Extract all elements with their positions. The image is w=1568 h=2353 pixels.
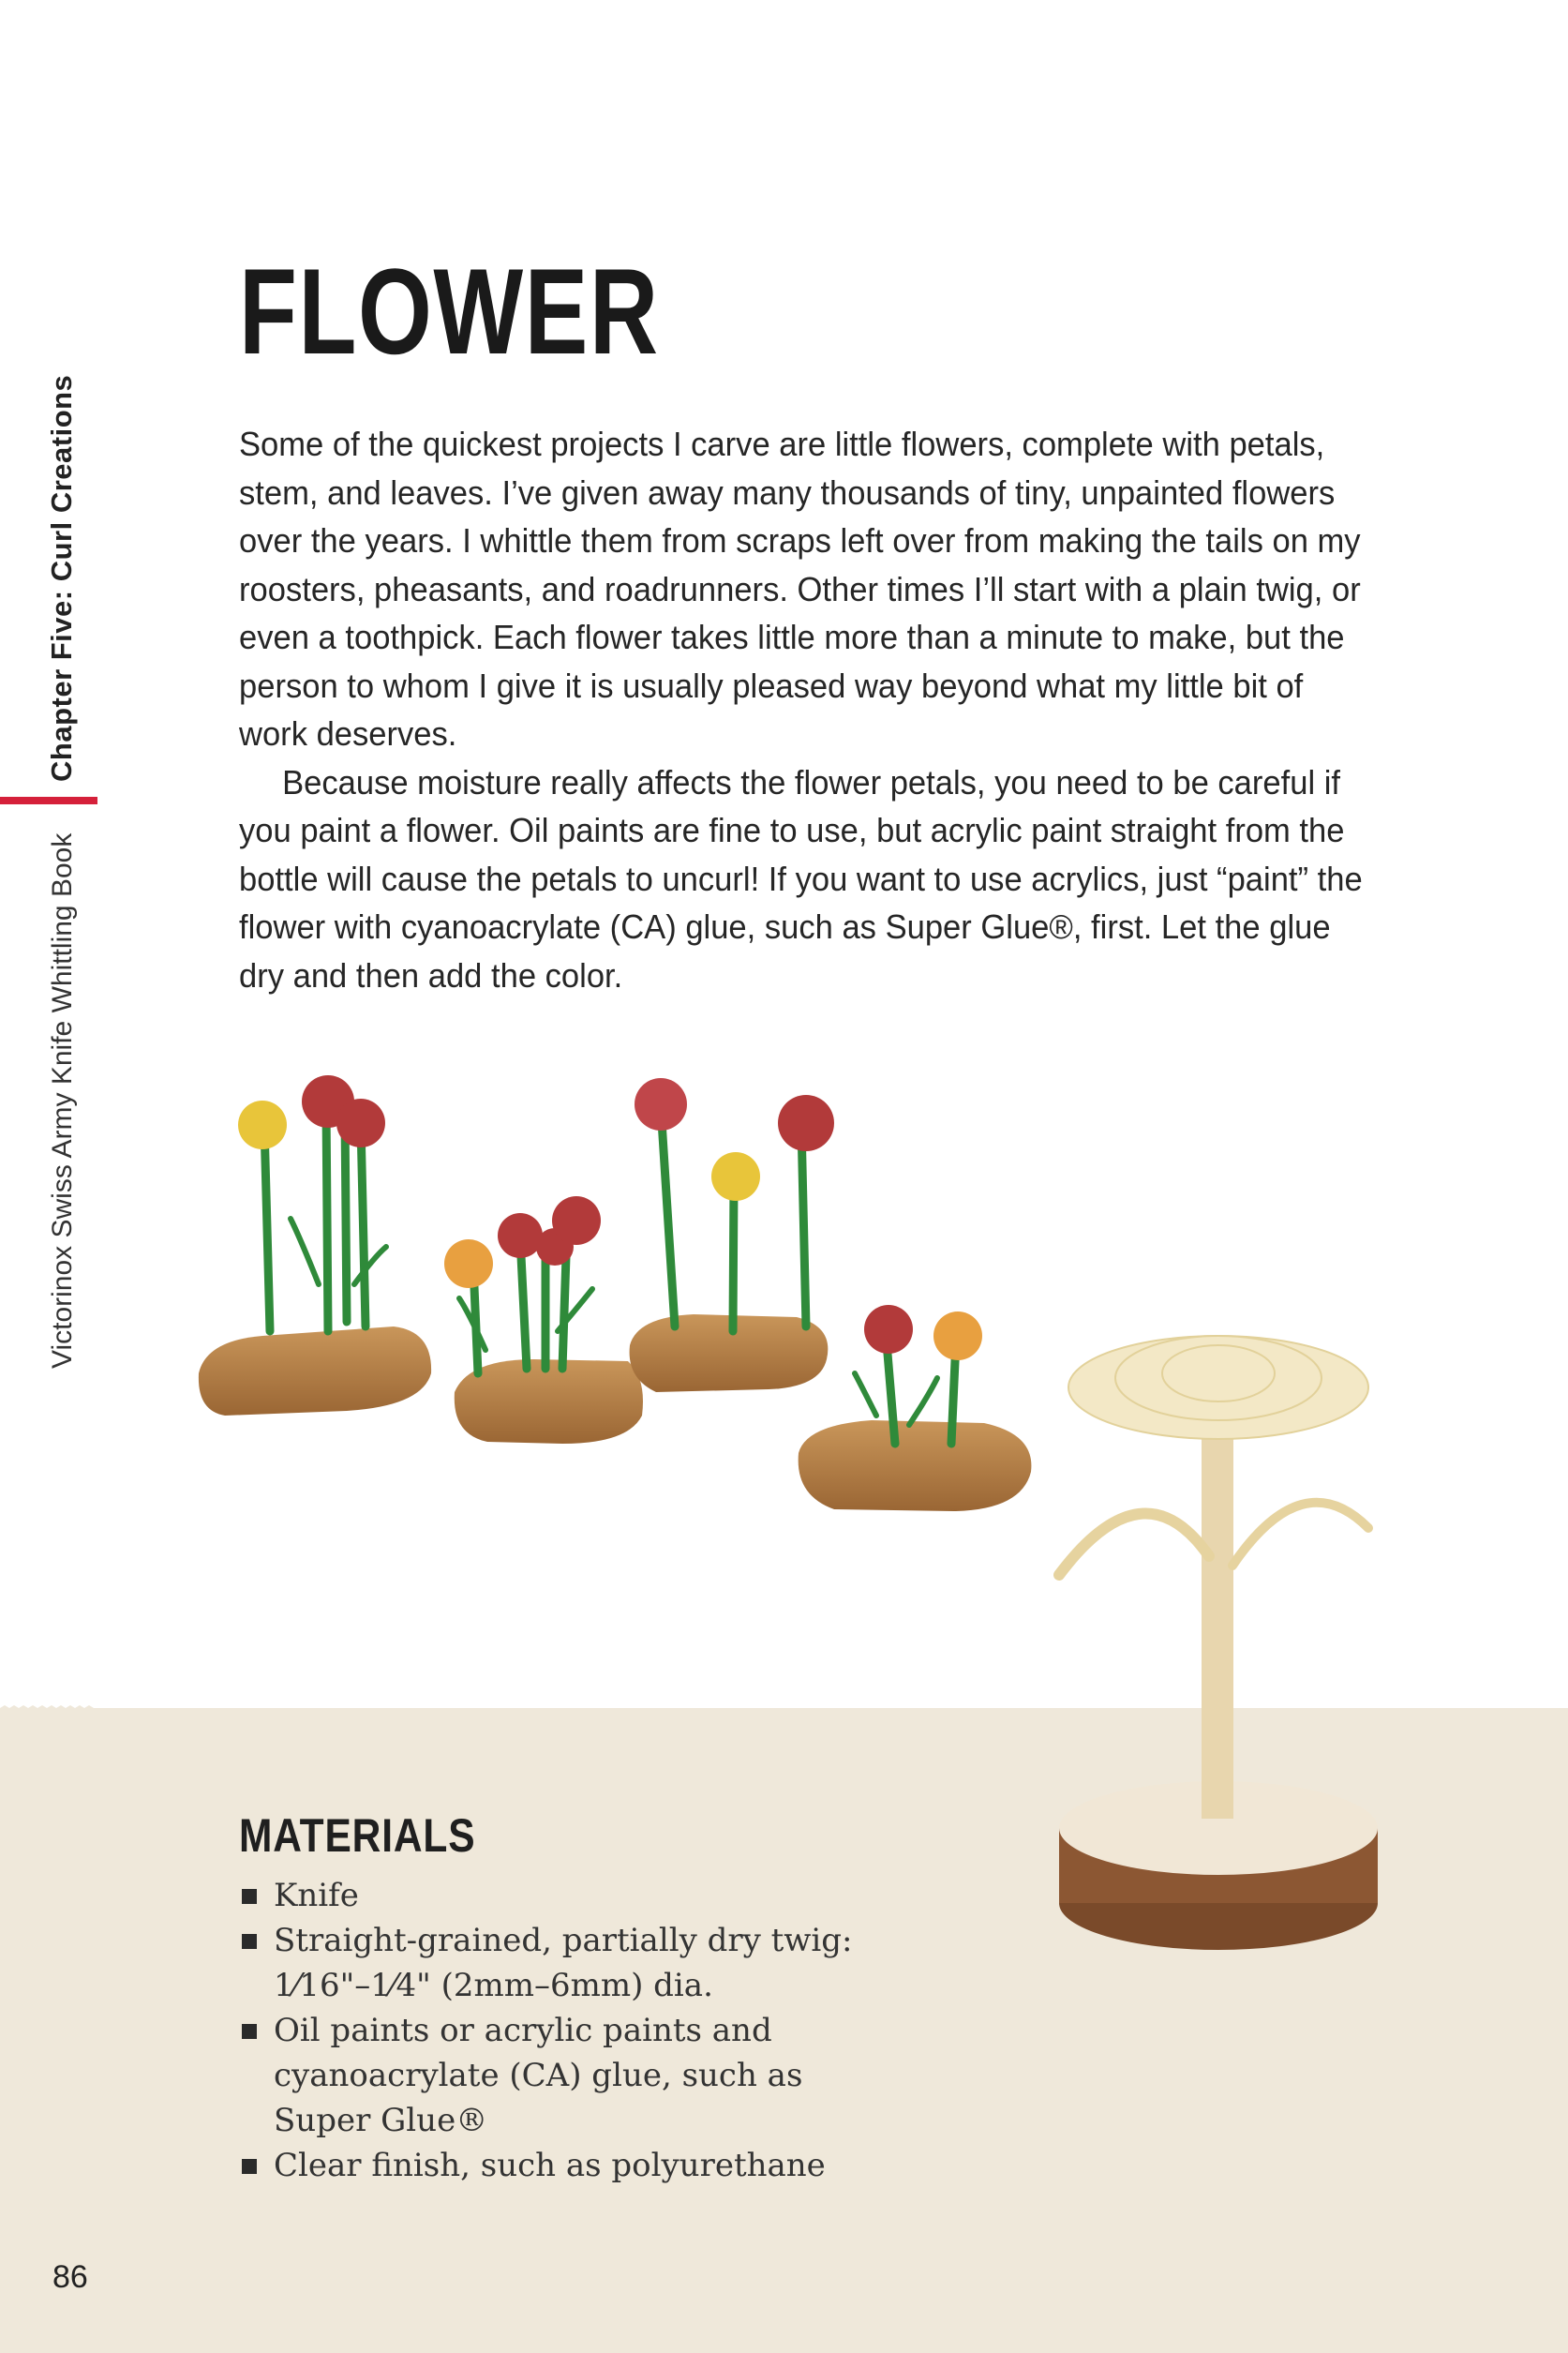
bark-base-4: [799, 1420, 1032, 1511]
bark-base-3: [630, 1314, 829, 1392]
bullet-square-icon: [242, 2024, 257, 2039]
materials-list: [242, 1873, 917, 2188]
intro-text: [239, 420, 1364, 999]
materials-item-text: Straight-grained, partially dry twig: 1⁄16"–1⁄4" (2mm–6mm) dia.: [274, 1922, 853, 2004]
bullet-square-icon: [242, 1889, 257, 1904]
bark-base-2: [455, 1359, 643, 1444]
book-title-text: Victorinox Swiss Army Knife Whittling Book: [47, 832, 78, 1369]
list-item: [242, 2008, 917, 2143]
chapter-label-text: Chapter Five: Curl Creations: [45, 374, 78, 782]
materials-item-text: Knife: [274, 1877, 359, 1914]
bullet-square-icon: [242, 1934, 257, 1949]
page-number: 86: [52, 2259, 88, 2295]
painted-flowers-photo: [187, 1050, 1068, 1575]
intro-paragraph-1: Some of the quickest projects I carve are little flowers, complete with petals, stem, and leaves. I’ve given away many thousands of tiny, unpainted flowers over the years. I whittle them from scraps left over from making the tails on my roosters, pheasants, and roadrunners. Other times I’ll start with a plain twig, or even a toothpick. Each flower takes little more than a minute to make, but the person to whom I give it is usually pleased way beyond what my little bit of work deserves.: [239, 425, 1361, 753]
list-item: [242, 1873, 917, 1918]
list-item: [242, 1918, 917, 2008]
materials-item-text: Oil paints or acrylic paints and cyanoacrylate (CA) glue, such as Super Glue®: [274, 2012, 803, 2139]
bark-base-1: [199, 1326, 431, 1416]
chapter-accent-rule: [0, 797, 97, 804]
materials-item-text: Clear finish, such as polyurethane: [274, 2147, 826, 2184]
natural-flower-photo: [1031, 1303, 1406, 2025]
list-item: [242, 2143, 917, 2188]
intro-paragraph-2: Because moisture really affects the flower petals, you need to be careful if you paint a flower. Oil paints are fine to use, but acrylic paint straight from the bottle will cause the petals to uncurl! If you want to use acrylics, just “paint” the flower with cyanoacrylate (CA) glue, such as Super Glue®, first. Let the glue dry and then add the color.: [239, 762, 1363, 995]
materials-heading: MATERIALS: [239, 1809, 476, 1862]
bullet-square-icon: [242, 2159, 257, 2174]
page-title: FLOWER: [239, 243, 660, 380]
